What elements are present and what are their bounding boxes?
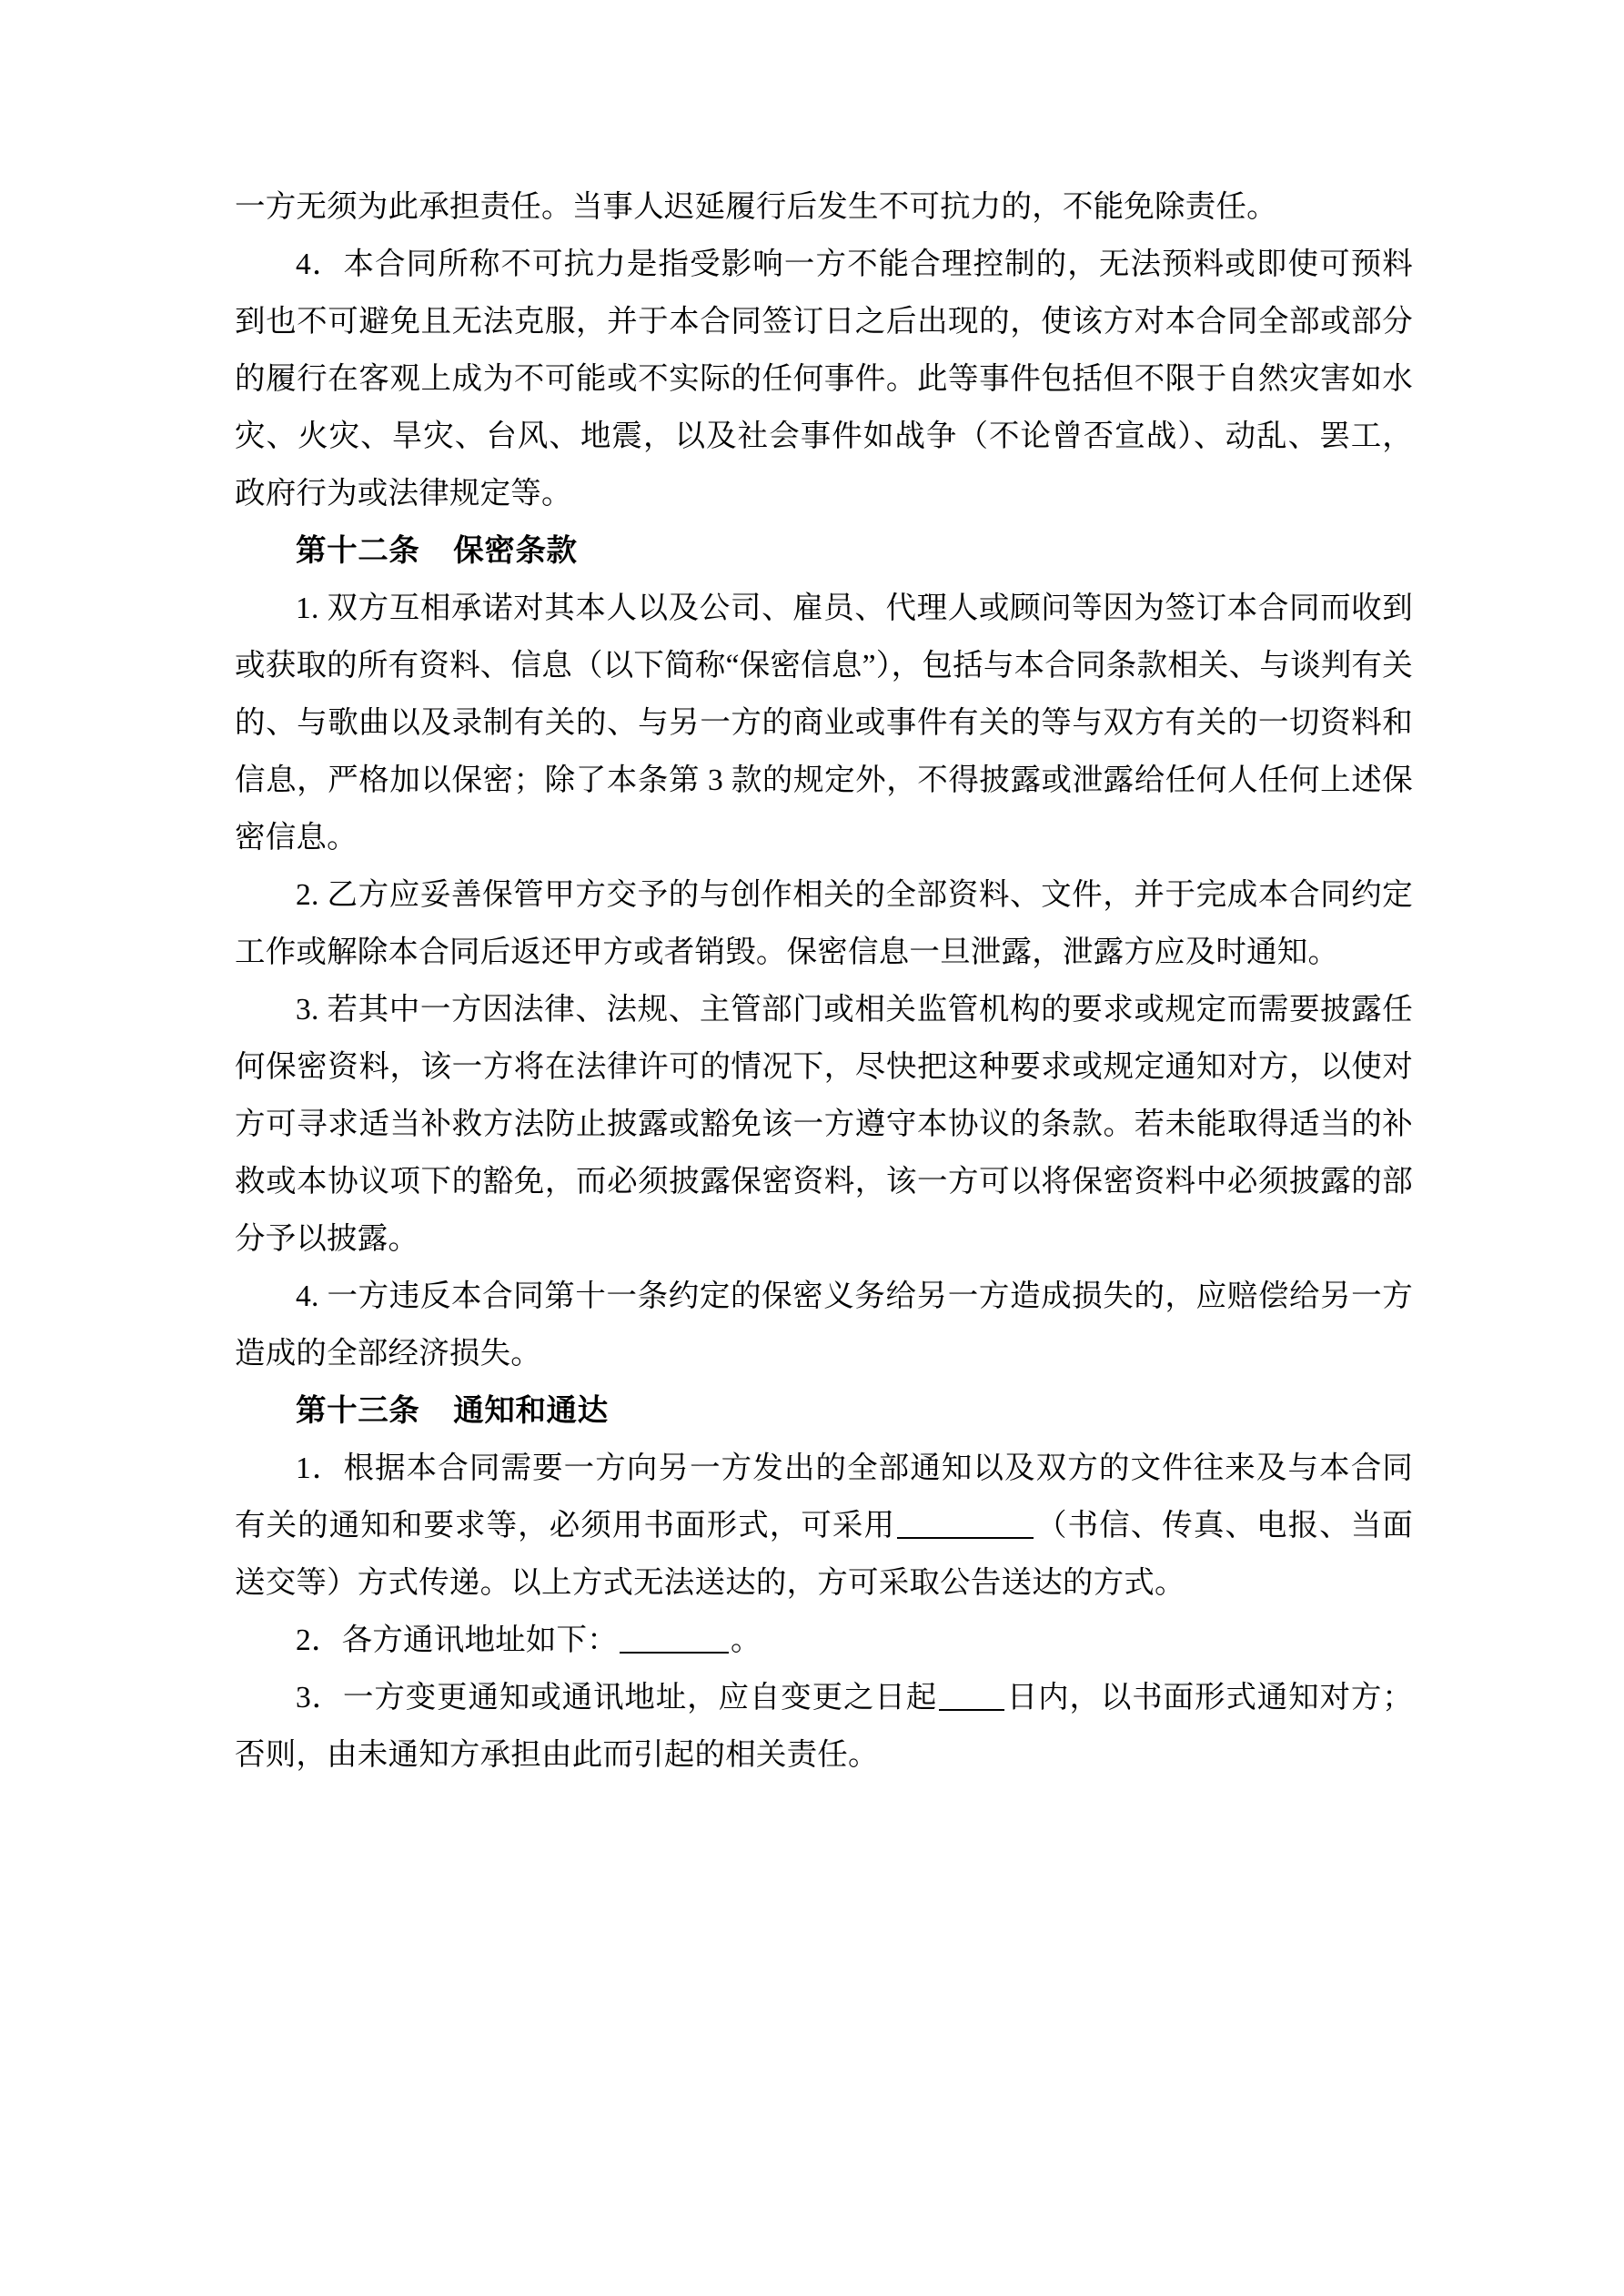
paragraph-notice-3 [235, 1669, 1413, 1784]
paragraph-force-majeure-continuation: 一方无须为此承担责任。当事人迟延履行后发生不可抗力的，不能免除责任。 [235, 190, 1277, 224]
paragraph-notice-3-part-2: 日内，以书面形式通知对方；否则，由未通知方承担由此而引起的相关责任。 [235, 1681, 1413, 1772]
heading-article-thirteen-number: 第十三条 [296, 1394, 420, 1428]
paragraph-notice-1-part-1: 1．根据本合同需要一方向另一方发出的全部通知以及双方的文件往来及与本合同有关的通知和要求等，必须用书面形式，可采用 [235, 1451, 1413, 1542]
paragraph-confidentiality-3: 3. 若其中一方因法律、法规、主管部门或相关监管机构的要求或规定而需要披露任何保密资料，该一方将在法律许可的情况下，尽快把这种要求或规定通知对方，以使对方可寻求适当补救方法防止披露或豁免该一方遵守本协议的条款。若未能取得适当的补救或本协议项下的豁免，而必须披露保密资料，该一方可以将保密资料中必须披露的部分予以披露。 [235, 993, 1413, 1256]
heading-article-twelve-number: 第十二条 [296, 534, 420, 568]
heading-article-twelve [235, 522, 1413, 580]
heading-article-twelve-title: 保密条款 [453, 534, 578, 568]
paragraph-confidentiality-4: 4. 一方违反本合同第十一条约定的保密义务给另一方造成损失的，应赔偿给另一方造成的全部经济损失。 [235, 1279, 1413, 1371]
paragraph-notice-1 [235, 1440, 1413, 1612]
paragraph-confidentiality-2: 2. 乙方应妥善保管甲方交予的与创作相关的全部资料、文件，并于完成本合同约定工作或解除本合同后返还甲方或者销毁。保密信息一旦泄露，泄露方应及时通知。 [235, 878, 1413, 969]
paragraph-notice-2-part-2: 。 [730, 1623, 762, 1657]
paragraph-notice-1-part-2: （书信、传真、电报、当面送交等）方式传递。以上方式无法送达的，方可采取公告送达的方式。 [235, 1509, 1413, 1600]
heading-article-thirteen-title: 通知和通达 [453, 1394, 609, 1428]
notice-days-blank[interactable] [939, 1709, 1004, 1711]
heading-article-thirteen [235, 1382, 1413, 1440]
document-body [235, 178, 1413, 1784]
paragraph-confidentiality-1: 1. 双方互相承诺对其本人以及公司、雇员、代理人或顾问等因为签订本合同而收到或获取的所有资料、信息（以下简称“保密信息”），包括与本合同条款相关、与谈判有关的、与歌曲以及录制有关的、与另一方的商业或事件有关的等与双方有关的一切资料和信息，严格加以保密；除了本条第 3 款的规定外，不得披露或泄露给任何人任何上述保密信息。 [235, 592, 1413, 855]
paragraph-notice-2-part-1: 2．各方通讯地址如下： [296, 1623, 618, 1657]
paragraph-notice-2 [235, 1612, 1413, 1669]
notice-address-blank[interactable] [620, 1652, 729, 1654]
paragraph-notice-3-part-1: 3．一方变更通知或通讯地址，应自变更之日起 [296, 1681, 938, 1714]
notice-method-blank[interactable] [897, 1537, 1034, 1539]
paragraph-force-majeure-definition: 4．本合同所称不可抗力是指受影响一方不能合理控制的，无法预料或即使可预料到也不可避免且无法克服，并于本合同签订日之后出现的，使该方对本合同全部或部分的履行在客观上成为不可能或不实际的任何事件。此等事件包括但不限于自然灾害如水灾、火灾、旱灾、台风、地震，以及社会事件如战争（不论曾否宣战）、动乱、罢工，政府行为或法律规定等。 [235, 248, 1413, 511]
